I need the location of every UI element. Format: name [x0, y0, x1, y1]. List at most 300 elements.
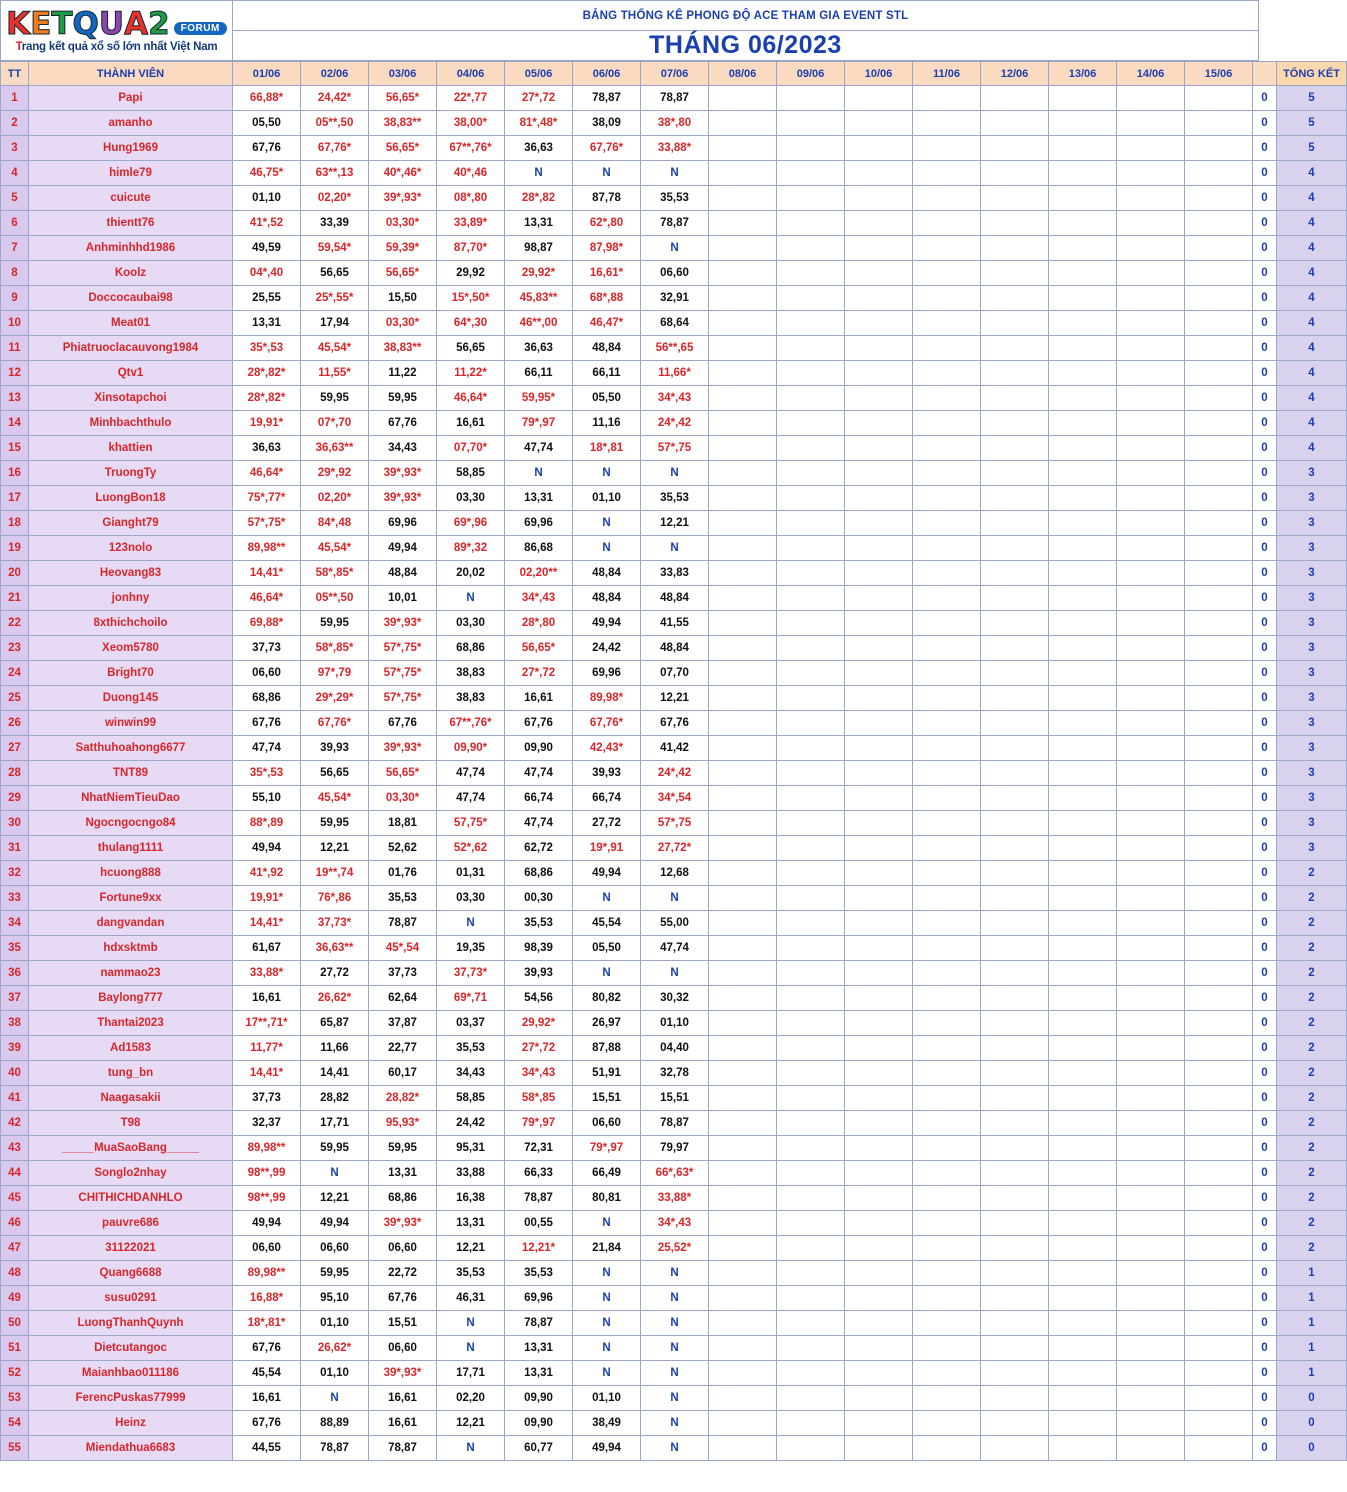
day-cell: [1185, 1311, 1253, 1336]
day-cell: [777, 136, 845, 161]
day-cell: 88,89: [301, 1411, 369, 1436]
day-cell: 09,90: [505, 1411, 573, 1436]
day-cell: 87,70*: [437, 236, 505, 261]
member-name[interactable]: Bright70: [29, 661, 233, 686]
table-row: [1, 1036, 1347, 1061]
day-cell: [1185, 436, 1253, 461]
row-index: 47: [1, 1236, 29, 1261]
day-cell: [1117, 611, 1185, 636]
row-index: 20: [1, 561, 29, 586]
day-cell: N: [573, 1361, 641, 1386]
day-cell: 60,17: [369, 1061, 437, 1086]
day-cell: 68,86: [233, 686, 301, 711]
day-cell: 57*,75*: [233, 511, 301, 536]
day-cell: [777, 1336, 845, 1361]
day-cell: [913, 786, 981, 811]
day-cell: 38,00*: [437, 111, 505, 136]
day-cell: [1049, 111, 1117, 136]
member-name[interactable]: Anhminhhd1986: [29, 236, 233, 261]
table-row: [1, 986, 1347, 1011]
total-score: 3: [1277, 686, 1347, 711]
day-cell: [845, 561, 913, 586]
member-name[interactable]: Meat01: [29, 311, 233, 336]
member-name[interactable]: Heinz: [29, 1411, 233, 1436]
member-name[interactable]: hcuong888: [29, 861, 233, 886]
total-score: 0: [1277, 1411, 1347, 1436]
member-name[interactable]: Minhbachthulo: [29, 411, 233, 436]
member-name[interactable]: himle79: [29, 161, 233, 186]
day-cell: [1117, 211, 1185, 236]
member-name[interactable]: nammao23: [29, 961, 233, 986]
col-day-10: 10/06: [845, 62, 913, 86]
zero-count: 0: [1253, 636, 1277, 661]
table-row: [1, 1211, 1347, 1236]
day-cell: 95,31: [437, 1136, 505, 1161]
day-cell: [1117, 1011, 1185, 1036]
day-cell: [709, 111, 777, 136]
day-cell: [777, 911, 845, 936]
day-cell: [1049, 1411, 1117, 1436]
day-cell: [845, 1386, 913, 1411]
day-cell: 01,10: [573, 486, 641, 511]
day-cell: [913, 711, 981, 736]
day-cell: [777, 586, 845, 611]
day-cell: [981, 136, 1049, 161]
day-cell: [1117, 911, 1185, 936]
member-name[interactable]: Songlo2nhay: [29, 1161, 233, 1186]
day-cell: 67,76: [233, 136, 301, 161]
day-cell: [1185, 1436, 1253, 1461]
day-cell: [777, 686, 845, 711]
day-cell: 48,84: [369, 561, 437, 586]
day-cell: 11,66: [301, 1036, 369, 1061]
day-cell: 46,64*: [233, 586, 301, 611]
day-cell: [981, 1286, 1049, 1311]
day-cell: N: [641, 1411, 709, 1436]
table-row: [1, 636, 1347, 661]
day-cell: [777, 411, 845, 436]
member-name[interactable]: LuongBon18: [29, 486, 233, 511]
top-header-band: [0, 0, 1259, 61]
day-cell: 12,68: [641, 861, 709, 886]
day-cell: [1185, 236, 1253, 261]
table-row: [1, 511, 1347, 536]
day-cell: [1185, 1111, 1253, 1136]
member-name[interactable]: Papi: [29, 86, 233, 111]
member-name[interactable]: _____MuaSaoBang_____: [29, 1136, 233, 1161]
member-name[interactable]: khattien: [29, 436, 233, 461]
day-cell: [913, 611, 981, 636]
total-score: 2: [1277, 1011, 1347, 1036]
day-cell: 56**,65: [641, 336, 709, 361]
day-cell: N: [301, 1161, 369, 1186]
day-cell: 13,31: [505, 486, 573, 511]
day-cell: 01,10: [301, 1311, 369, 1336]
day-cell: 49,94: [301, 1211, 369, 1236]
day-cell: [981, 886, 1049, 911]
member-name[interactable]: 31122021: [29, 1236, 233, 1261]
member-name[interactable]: NhatNiemTieuDao: [29, 786, 233, 811]
table-row: [1, 311, 1347, 336]
total-score: 5: [1277, 136, 1347, 161]
member-name[interactable]: FerencPuskas77999: [29, 1386, 233, 1411]
member-name[interactable]: cuicute: [29, 186, 233, 211]
member-name[interactable]: Quang6688: [29, 1261, 233, 1286]
day-cell: [981, 586, 1049, 611]
day-cell: [913, 886, 981, 911]
member-name[interactable]: 123nolo: [29, 536, 233, 561]
member-name[interactable]: CHITHICHDANHLO: [29, 1186, 233, 1211]
day-cell: [1049, 261, 1117, 286]
day-cell: 13,31: [233, 311, 301, 336]
day-cell: [777, 1261, 845, 1286]
day-cell: 38,83: [437, 661, 505, 686]
row-index: 53: [1, 1386, 29, 1411]
day-cell: [1185, 1061, 1253, 1086]
member-name[interactable]: Dietcutangoc: [29, 1336, 233, 1361]
day-cell: [981, 111, 1049, 136]
day-cell: [845, 486, 913, 511]
member-name[interactable]: Miendathua6683: [29, 1436, 233, 1461]
day-cell: 16,61: [233, 986, 301, 1011]
zero-count: 0: [1253, 386, 1277, 411]
day-cell: [913, 1136, 981, 1161]
day-cell: 41*,52: [233, 211, 301, 236]
day-cell: 03,30*: [369, 786, 437, 811]
day-cell: [709, 711, 777, 736]
day-cell: 03,30*: [369, 211, 437, 236]
day-cell: N: [641, 461, 709, 486]
day-cell: [845, 961, 913, 986]
day-cell: [913, 1011, 981, 1036]
day-cell: [1185, 636, 1253, 661]
day-cell: N: [437, 1311, 505, 1336]
day-cell: [709, 536, 777, 561]
member-name[interactable]: Satthuhoahong6677: [29, 736, 233, 761]
day-cell: 02,20: [437, 1386, 505, 1411]
day-cell: 35*,53: [233, 761, 301, 786]
day-cell: [709, 686, 777, 711]
day-cell: 56,65*: [369, 86, 437, 111]
col-day-04: 04/06: [437, 62, 505, 86]
total-score: 4: [1277, 436, 1347, 461]
day-cell: [1185, 311, 1253, 336]
zero-count: 0: [1253, 986, 1277, 1011]
day-cell: 52*,62: [437, 836, 505, 861]
day-cell: 06,60: [233, 661, 301, 686]
member-name[interactable]: Duong145: [29, 686, 233, 711]
day-cell: [981, 411, 1049, 436]
zero-count: 0: [1253, 486, 1277, 511]
day-cell: [981, 761, 1049, 786]
day-cell: [1049, 1386, 1117, 1411]
day-cell: [845, 511, 913, 536]
member-name[interactable]: Fortune9xx: [29, 886, 233, 911]
row-index: 37: [1, 986, 29, 1011]
day-cell: [1117, 1411, 1185, 1436]
member-name[interactable]: LuongThanhQuynh: [29, 1311, 233, 1336]
member-name[interactable]: Heovang83: [29, 561, 233, 586]
member-name[interactable]: Ad1583: [29, 1036, 233, 1061]
member-name[interactable]: hdxsktmb: [29, 936, 233, 961]
member-name[interactable]: thientt76: [29, 211, 233, 236]
member-name[interactable]: Baylong777: [29, 986, 233, 1011]
day-cell: [1049, 1361, 1117, 1386]
row-index: 17: [1, 486, 29, 511]
member-name[interactable]: Gianght79: [29, 511, 233, 536]
day-cell: [981, 461, 1049, 486]
member-name[interactable]: dangvandan: [29, 911, 233, 936]
member-name[interactable]: TNT89: [29, 761, 233, 786]
day-cell: [1117, 461, 1185, 486]
day-cell: [777, 886, 845, 911]
day-cell: 12,21*: [505, 1236, 573, 1261]
day-cell: [1049, 336, 1117, 361]
day-cell: [777, 1011, 845, 1036]
day-cell: 78,87: [641, 86, 709, 111]
site-logo[interactable]: [0, 0, 232, 61]
day-cell: 65,87: [301, 1011, 369, 1036]
page-title: THÁNG 06/2023: [649, 31, 842, 59]
row-index: 4: [1, 161, 29, 186]
day-cell: [845, 686, 913, 711]
day-cell: [1049, 611, 1117, 636]
day-cell: [709, 736, 777, 761]
day-cell: 22*,77: [437, 86, 505, 111]
day-cell: 35,53: [505, 1261, 573, 1286]
day-cell: [981, 511, 1049, 536]
day-cell: 35,53: [505, 911, 573, 936]
row-index: 24: [1, 661, 29, 686]
row-index: 40: [1, 1061, 29, 1086]
zero-count: 0: [1253, 586, 1277, 611]
day-cell: 39,93: [301, 736, 369, 761]
day-cell: 03,30: [437, 611, 505, 636]
day-cell: 09,90: [505, 1386, 573, 1411]
member-name[interactable]: amanho: [29, 111, 233, 136]
day-cell: 06,60: [233, 1236, 301, 1261]
day-cell: N: [573, 961, 641, 986]
day-cell: 18*,81: [573, 436, 641, 461]
day-cell: [1117, 586, 1185, 611]
member-name[interactable]: Ngocngocngo84: [29, 811, 233, 836]
day-cell: N: [641, 961, 709, 986]
day-cell: [777, 761, 845, 786]
day-cell: [913, 1411, 981, 1436]
day-cell: 05,50: [573, 936, 641, 961]
day-cell: 19,35: [437, 936, 505, 961]
day-cell: [1049, 161, 1117, 186]
day-cell: 66,11: [573, 361, 641, 386]
day-cell: 17,71: [301, 1111, 369, 1136]
zero-count: 0: [1253, 1086, 1277, 1111]
day-cell: [913, 411, 981, 436]
day-cell: 16,61: [369, 1411, 437, 1436]
day-cell: [845, 636, 913, 661]
day-cell: [1117, 1436, 1185, 1461]
day-cell: [1049, 1336, 1117, 1361]
row-index: 10: [1, 311, 29, 336]
total-score: 2: [1277, 1036, 1347, 1061]
day-cell: [1049, 361, 1117, 386]
row-index: 50: [1, 1311, 29, 1336]
day-cell: [709, 1386, 777, 1411]
table-row: [1, 1161, 1347, 1186]
day-cell: [1185, 886, 1253, 911]
member-name[interactable]: Phiatruoclacauvong1984: [29, 336, 233, 361]
member-name[interactable]: jonhny: [29, 586, 233, 611]
day-cell: 33,88*: [641, 136, 709, 161]
day-cell: [777, 86, 845, 111]
day-cell: 11,55*: [301, 361, 369, 386]
day-cell: 00,30: [505, 886, 573, 911]
day-cell: [709, 361, 777, 386]
member-name[interactable]: Hung1969: [29, 136, 233, 161]
zero-count: 0: [1253, 1411, 1277, 1436]
day-cell: N: [641, 536, 709, 561]
row-index: 8: [1, 261, 29, 286]
member-name[interactable]: Naagasakii: [29, 1086, 233, 1111]
day-cell: [981, 1036, 1049, 1061]
day-cell: [709, 286, 777, 311]
day-cell: 66,74: [505, 786, 573, 811]
day-cell: [777, 986, 845, 1011]
day-cell: [1049, 286, 1117, 311]
day-cell: 59,39*: [369, 236, 437, 261]
total-score: 3: [1277, 711, 1347, 736]
member-name[interactable]: pauvre686: [29, 1211, 233, 1236]
member-name[interactable]: Xeom5780: [29, 636, 233, 661]
member-name[interactable]: thulang1111: [29, 836, 233, 861]
row-index: 48: [1, 1261, 29, 1286]
day-cell: 60,77: [505, 1436, 573, 1461]
zero-count: 0: [1253, 561, 1277, 586]
day-cell: 34*,43: [505, 586, 573, 611]
day-cell: [709, 461, 777, 486]
day-cell: 95,10: [301, 1286, 369, 1311]
day-cell: [1117, 636, 1185, 661]
col-day-08: 08/06: [709, 62, 777, 86]
day-cell: [913, 836, 981, 861]
day-cell: [777, 861, 845, 886]
day-cell: 59,95: [369, 386, 437, 411]
member-name[interactable]: 8xthichchoilo: [29, 611, 233, 636]
day-cell: [913, 911, 981, 936]
day-cell: [1117, 711, 1185, 736]
total-score: 5: [1277, 86, 1347, 111]
member-name[interactable]: Maianhbao011186: [29, 1361, 233, 1386]
day-cell: [913, 86, 981, 111]
member-name[interactable]: Doccocaubai98: [29, 286, 233, 311]
day-cell: 67**,76*: [437, 711, 505, 736]
day-cell: [913, 586, 981, 611]
total-score: 3: [1277, 486, 1347, 511]
col-day-06: 06/06: [573, 62, 641, 86]
day-cell: 02,20**: [505, 561, 573, 586]
row-index: 43: [1, 1136, 29, 1161]
day-cell: [1049, 461, 1117, 486]
day-cell: [1049, 136, 1117, 161]
day-cell: [913, 686, 981, 711]
day-cell: 12,21: [641, 511, 709, 536]
day-cell: [981, 611, 1049, 636]
day-cell: N: [641, 161, 709, 186]
member-name[interactable]: T98: [29, 1111, 233, 1136]
day-cell: [1049, 1286, 1117, 1311]
row-index: 42: [1, 1111, 29, 1136]
day-cell: 45,54: [233, 1361, 301, 1386]
day-cell: 01,10: [301, 1361, 369, 1386]
table-row: [1, 1336, 1347, 1361]
day-cell: 48,84: [573, 336, 641, 361]
col-day-05: 05/06: [505, 62, 573, 86]
member-name[interactable]: Qtv1: [29, 361, 233, 386]
table-row: [1, 1136, 1347, 1161]
table-row: [1, 1111, 1347, 1136]
day-cell: 41,55: [641, 611, 709, 636]
member-name[interactable]: winwin99: [29, 711, 233, 736]
day-cell: [913, 1386, 981, 1411]
member-name[interactable]: susu0291: [29, 1286, 233, 1311]
member-name[interactable]: Thantai2023: [29, 1011, 233, 1036]
day-cell: 28*,82*: [233, 361, 301, 386]
day-cell: 11,22*: [437, 361, 505, 386]
day-cell: 33,88*: [233, 961, 301, 986]
zero-count: 0: [1253, 811, 1277, 836]
day-cell: 03,30: [437, 886, 505, 911]
day-cell: 49,94: [573, 611, 641, 636]
day-cell: 58,85: [437, 461, 505, 486]
day-cell: [709, 1311, 777, 1336]
member-name[interactable]: Koolz: [29, 261, 233, 286]
row-index: 29: [1, 786, 29, 811]
day-cell: [1117, 136, 1185, 161]
day-cell: [777, 836, 845, 861]
day-cell: [981, 386, 1049, 411]
day-cell: [709, 1111, 777, 1136]
row-index: 6: [1, 211, 29, 236]
day-cell: 01,10: [573, 1386, 641, 1411]
day-cell: [913, 161, 981, 186]
day-cell: [709, 1411, 777, 1436]
total-score: 1: [1277, 1311, 1347, 1336]
member-name[interactable]: Xinsotapchoi: [29, 386, 233, 411]
member-name[interactable]: TruongTy: [29, 461, 233, 486]
logo-tagline-prefix: T: [15, 40, 22, 53]
day-cell: [1185, 1186, 1253, 1211]
table-body: [1, 86, 1347, 1461]
logo-letter: A: [124, 5, 149, 42]
day-cell: [777, 486, 845, 511]
day-cell: 35,53: [437, 1036, 505, 1061]
day-cell: 52,62: [369, 836, 437, 861]
day-cell: [1049, 211, 1117, 236]
day-cell: [709, 761, 777, 786]
day-cell: [1185, 611, 1253, 636]
day-cell: 15*,50*: [437, 286, 505, 311]
day-cell: [845, 786, 913, 811]
day-cell: [1117, 1261, 1185, 1286]
day-cell: N: [573, 1261, 641, 1286]
day-cell: [913, 661, 981, 686]
total-score: 2: [1277, 1186, 1347, 1211]
day-cell: 35*,53: [233, 336, 301, 361]
member-name[interactable]: tung_bn: [29, 1061, 233, 1086]
day-cell: [1049, 1436, 1117, 1461]
day-cell: 45,54*: [301, 336, 369, 361]
day-cell: 68,86: [437, 636, 505, 661]
day-cell: 01,10: [233, 186, 301, 211]
